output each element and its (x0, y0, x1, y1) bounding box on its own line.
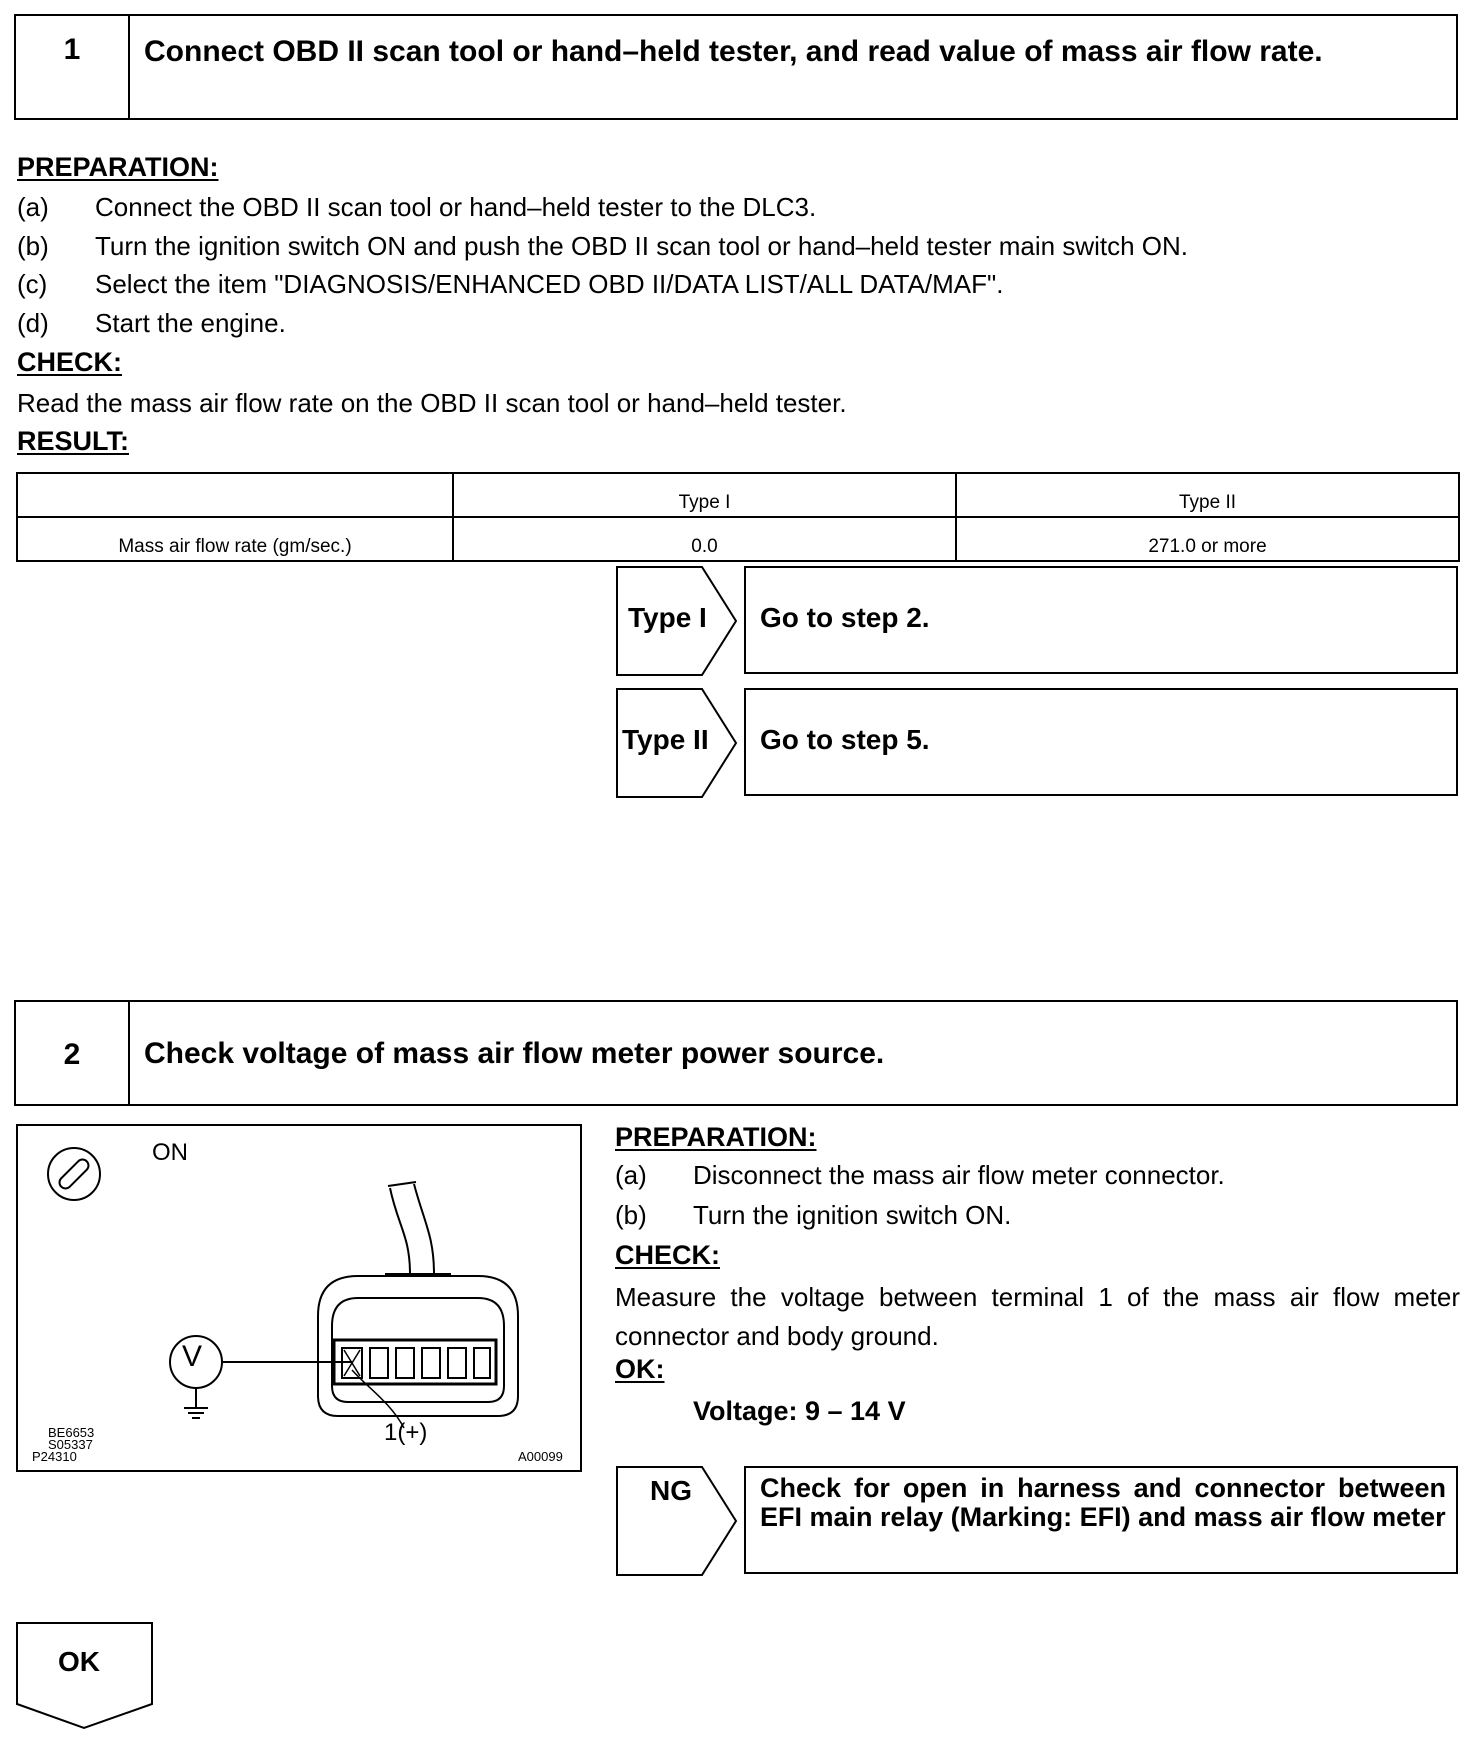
meter-symbol: V (182, 1340, 203, 1373)
table-row (17, 473, 1459, 517)
table-cell: 0.0 (453, 517, 956, 561)
ng-tag: NG (650, 1475, 692, 1506)
step-number: 2 (16, 1002, 130, 1104)
step-2-header (14, 1000, 1458, 1106)
table-cell: 271.0 or more (956, 517, 1459, 561)
ok-tag: OK (58, 1646, 100, 1677)
switch-label: ON (152, 1139, 188, 1166)
prep-item-letter: (d) (17, 308, 49, 338)
preparation-heading: PREPARATION: (615, 1122, 817, 1152)
connector-diagram (18, 1126, 580, 1470)
step-number: 1 (16, 16, 130, 118)
outcome-tag: Type I (628, 602, 707, 633)
prep-item-letter: (b) (615, 1200, 647, 1230)
check-text: Measure the voltage between terminal 1 of the mass air flow meter connector and body ground. (615, 1282, 1460, 1351)
prep-item-letter: (a) (17, 192, 49, 222)
outcome-box (744, 566, 1458, 674)
ok-heading: OK: (615, 1354, 665, 1384)
outcome-text: Go to step 2. (760, 602, 930, 633)
ref-code: P24310 (32, 1449, 77, 1464)
table-header-cell: Type I (453, 473, 956, 517)
outcome-text: Go to step 5. (760, 724, 930, 755)
ng-box (744, 1466, 1458, 1574)
prep-item-letter: (a) (615, 1160, 647, 1190)
step-1-header (14, 14, 1458, 120)
outcome-box (744, 688, 1458, 796)
table-cell: Mass air flow rate (gm/sec.) (17, 517, 453, 561)
wiring-figure (16, 1124, 582, 1472)
step-title: Check voltage of mass air flow meter power source. (144, 1037, 885, 1070)
ref-code: S05337 (48, 1437, 93, 1452)
terminal-label: 1(+) (384, 1419, 428, 1446)
step-title: Connect OBD II scan tool or hand–held tester, and read value of mass air flow rate. (144, 35, 1323, 68)
result-heading: RESULT: (17, 426, 129, 456)
ng-text: Check for open in harness and connector between EFI main relay (Marking: EFI) and mass air flow meter (760, 1473, 1446, 1532)
prep-item-text: Start the engine. (95, 308, 286, 338)
check-heading: CHECK: (615, 1240, 720, 1270)
figure-code: A00099 (518, 1449, 563, 1464)
prep-item-text: Connect the OBD II scan tool or hand–held tester to the DLC3. (95, 192, 817, 222)
table-header-cell (17, 473, 453, 517)
outcome-tag: Type II (622, 724, 709, 755)
prep-item-text: Turn the ignition switch ON. (693, 1200, 1012, 1230)
prep-item-text: Disconnect the mass air flow meter connector. (693, 1160, 1225, 1190)
prep-item-text: Turn the ignition switch ON and push the OBD II scan tool or hand–held tester main switch ON. (95, 231, 1189, 261)
check-text: Read the mass air flow rate on the OBD II scan tool or hand–held tester. (17, 388, 847, 418)
ok-value: Voltage: 9 – 14 V (693, 1396, 906, 1426)
table-row (17, 517, 1459, 561)
result-table (16, 472, 1460, 562)
preparation-heading: PREPARATION: (17, 152, 219, 182)
prep-item-text: Select the item "DIAGNOSIS/ENHANCED OBD II/DATA LIST/ALL DATA/MAF". (95, 269, 1004, 299)
ref-code: BE6653 (48, 1425, 95, 1440)
table-header-cell: Type II (956, 473, 1459, 517)
check-heading: CHECK: (17, 347, 122, 377)
prep-item-letter: (b) (17, 231, 49, 261)
prep-item-letter: (c) (17, 269, 48, 299)
